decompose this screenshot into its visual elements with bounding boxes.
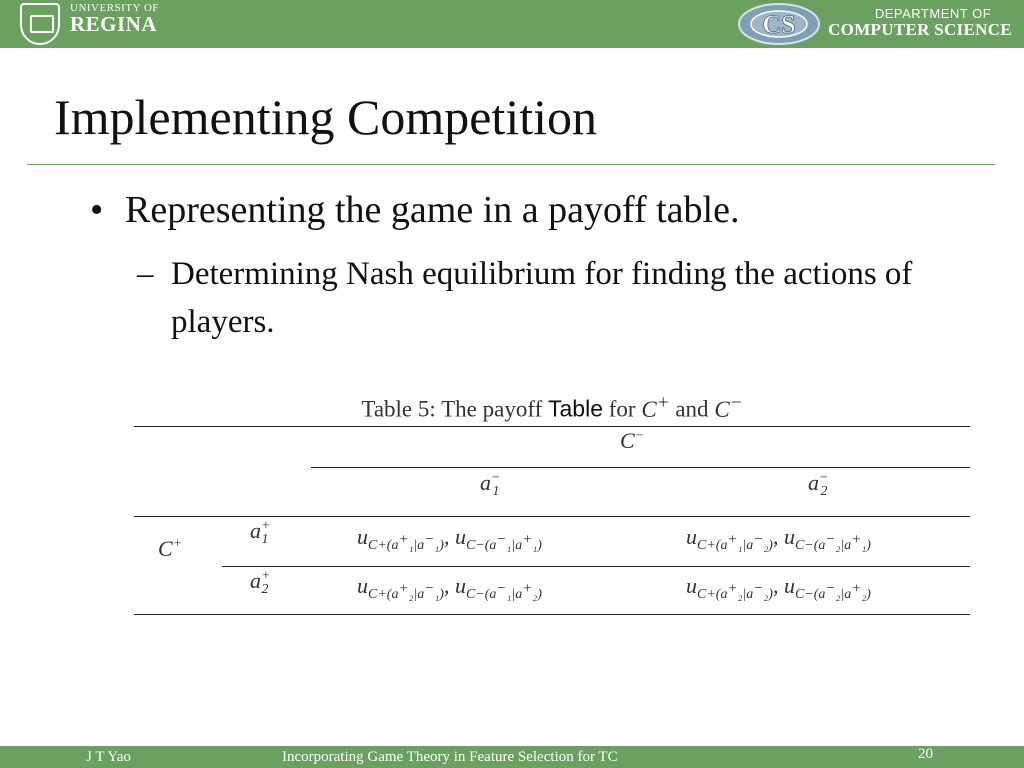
table-mid-rule [134,516,970,517]
column-action-2: $a^-_2$ [808,470,829,500]
university-label: REGINA [70,12,158,36]
caption-player-minus: C− [714,392,743,422]
subbullet-item [137,250,917,346]
subbullet-text: Determining Nash equilibrium for finding the actions of players. [171,256,913,340]
payoff-cell-2-2: $u_{C+(a^+_2|a^-_2)}$, $u_{C-(a^-_2|a^+_2)}$ [686,573,871,603]
caption-and: and [675,396,709,422]
table-row-rule [222,566,970,567]
cs-logo-icon [736,2,822,46]
table-top-rule [134,426,970,427]
column-action-1: $a^-_1$ [480,470,501,500]
footer-author: J T Yao [86,749,131,765]
table-caption [134,392,970,423]
caption-player-plus: C+ [641,392,670,422]
table-header-rule [311,467,970,468]
bullet-text: Representing the game in a payoff table. [125,189,740,231]
payoff-cell-1-1: $u_{C+(a^+_1|a^-_1)}$, $u_{C-(a^-_1|a^+_1)}$ [357,524,542,554]
page-number: 20 [918,746,933,762]
payoff-cell-2-1: $u_{C+(a^+_2|a^-_1)}$, $u_{C-(a^-_1|a^+_2)}$ [357,573,542,603]
footer-bar [0,746,1024,768]
row-action-2: $a^+_2$ [250,568,271,598]
caption-highlight: Table [548,395,603,422]
footer-title: Incorporating Game Theory in Feature Selection for TC [282,749,618,765]
university-label-small: UNIVERSITY OF [70,2,159,14]
column-player-label: C− [620,428,645,453]
university-crest-icon [20,3,60,45]
row-action-1: $a^+_1$ [250,518,271,548]
row-player-label: C+ [158,536,183,561]
payoff-cell-1-2: $u_{C+(a^+_1|a^-_2)}$, $u_{C-(a^-_2|a^+_1)}$ [686,524,871,554]
slide-title: Implementing Competition [54,89,597,145]
bullet-dot: • [90,189,104,231]
header-bar [0,0,1024,48]
subbullet-dash: – [137,256,154,292]
caption-for: for [608,396,636,422]
table-bottom-rule [134,614,970,615]
department-label-small: DEPARTMENT OF [874,6,992,21]
department-label: COMPUTER SCIENCE [828,20,1012,39]
svg-text:CS: CS [762,10,796,39]
title-divider [27,164,995,165]
caption-prefix: Table 5: The payoff [361,396,543,422]
